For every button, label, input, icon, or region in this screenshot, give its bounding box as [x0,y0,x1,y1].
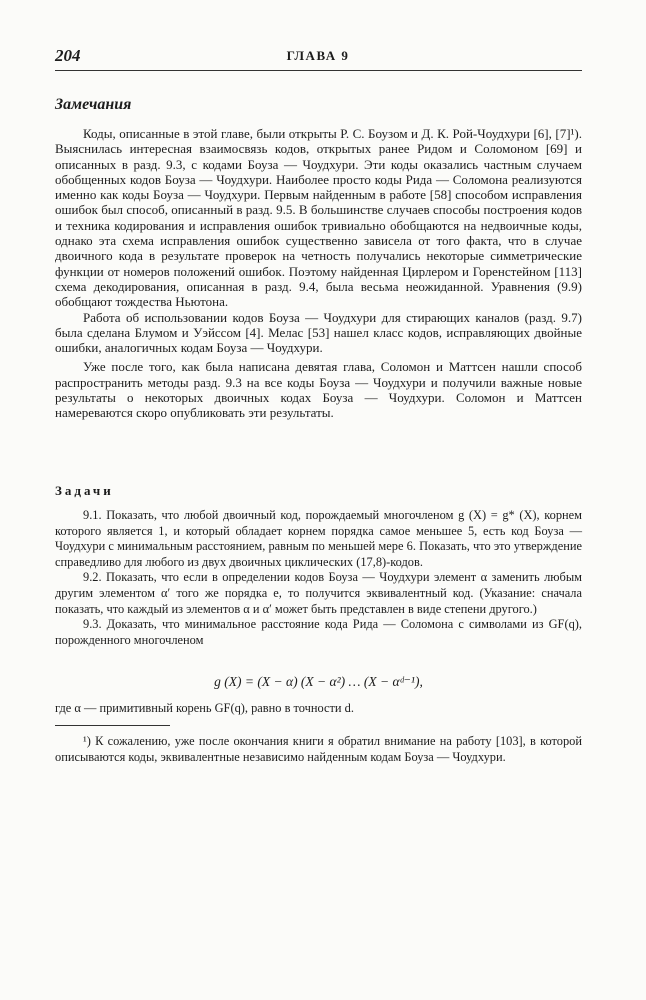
notes-paragraph-1: Коды, описанные в этой главе, были открыты Р. С. Боузом и Д. К. Рой-Чоудхури [6], [7]¹). Выяснилась интересная взаимосвязь кодов, открытых ранее Ридом и Соломоном [69] и описанных в разд. 9.3, с кодами Боуза — Чоудхури. Эти коды оказались частным случаем обобщенных кодов Боуза — Чоудхури. Наиболее просто коды Рида — Соломона реализуются именно как коды Боуза — Чоудхури. Первым найденным в работе [58] способом исправления ошибок был способ, описанный в разд. 9.5. В большинстве случаев способы построения кодов и техника кодирования и исправления ошибок тривиально обобщаются на недвоичные коды, однако эта схема исправления ошибок существенно зависела от того факта, что в случае двоичного кода в результате проверок на четность получались некоторые симметрические функции от номеров положений ошибок. Поэтому найденная Цирлером и Горенстейном [113] схема декодирования, описанная в разд. 9.4, была весьма неожиданной. Уравнения (9.9) обобщают тождества Ньютона. [55,126,582,310]
problem-9-3-tail: где α — примитивный корень GF(q), равно в точности d. [55,701,354,715]
problem-9-3-intro: 9.3. Доказать, что минимальное расстояние кода Рида — Соломона с символами из GF(q), порожденного многочленом [55,617,582,647]
notes-paragraph-2: Работа об использовании кодов Боуза — Чоудхури для стирающих каналов (разд. 9.7) была сделана Блумом и Уэйссом [4]. Мелас [53] нашел класс кодов, исправляющих двойные ошибки, аналогичных кодам Боуза — Чоудхури. [55,309,582,356]
generator-polynomial-formula: g (X) = (X − α) (X − α²) … (X − αᵈ⁻¹), [214,674,423,689]
problem-9-2: 9.2. Показать, что если в определении кодов Боуза — Чоудхури элемент α заменить любым другим элементом α′ того же порядка e, то получится эквивалентный код. (Указание: сначала показать, что каждый из элементов α и α′ может быть представлен в виде степени другого.) [55,570,582,616]
page-header [55,46,581,68]
problem-9-1: 9.1. Показать, что любой двоичный код, порождаемый многочленом g (X) = g* (X), корнем которого является 1, и который обладает корнем порядка самое меньшее 5, есть код Боуза — Чоудхури с минимальным расстоянием, равным по меньшей мере 6. Показать, что это утверждение справедливо для любого из двух двоичных циклических (17,8)-кодов. [55,508,582,569]
footnote-text: ¹) К сожалению, уже после окончания книги я обратил внимание на работу [103], в которой описываются коды, эквивалентные независимо найденным кодам Боуза — Чоудхури. [55,734,582,764]
problems-text [55,508,582,648]
running-head: ГЛАВА 9 [286,48,350,63]
footnote-rule [55,725,170,726]
problem-9-3-tail-block [55,701,582,717]
notes-text [55,126,582,421]
header-rule [55,70,582,71]
page-number: 204 [55,46,81,65]
problems-heading: Задачи [55,483,114,498]
footnote-block [55,734,582,765]
notes-paragraph-3: Уже после того, как была написана девятая глава, Соломон и Маттсен нашли способ распространить методы разд. 9.3 на все коды Боуза — Чоудхури и получили важные новые результаты о некоторых двоичных кодах Боуза — Чоудхури. Соломон и Маттсен намереваются скоро опубликовать эти результаты. [55,359,582,421]
notes-heading: Замечания [55,96,132,113]
